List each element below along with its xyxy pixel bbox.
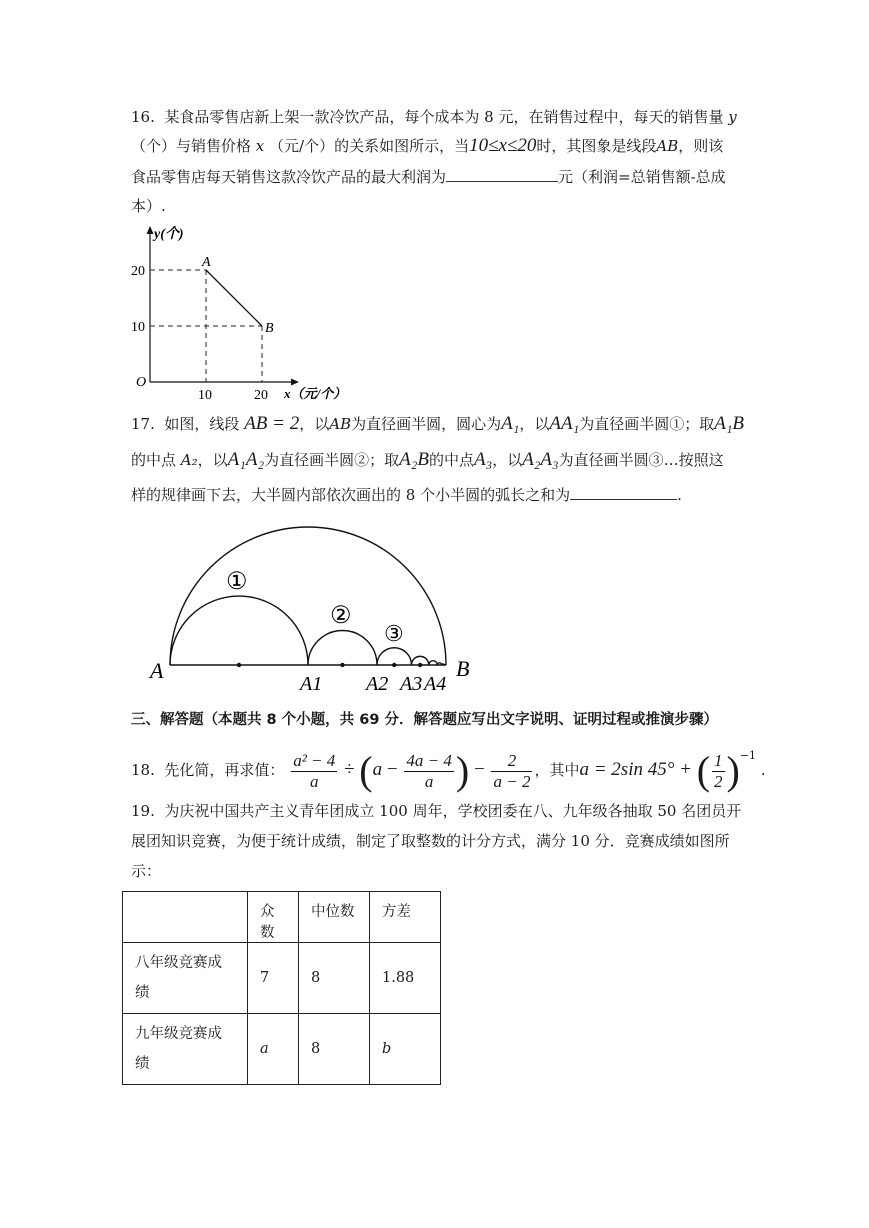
q17-text: 的中点 xyxy=(131,451,177,469)
q19-line-3 xyxy=(131,861,161,881)
q17-text: 样的规律画下去，大半圆内部依次画出的 8 个小半圆的弧长之和为 xyxy=(131,486,571,504)
q16-graph xyxy=(130,222,350,402)
denominator: 2 xyxy=(714,771,723,791)
x-axis-arrow xyxy=(291,379,299,386)
minus-sign: − xyxy=(386,759,398,780)
q19-number: 19. xyxy=(131,802,155,820)
circle-label-3: ③ xyxy=(384,621,404,646)
q16-text: 食品零售店每天销售这款冷饮产品的最大利润为 xyxy=(131,168,447,186)
q17-text: 的中点 xyxy=(428,451,474,469)
table-cell: b xyxy=(370,1014,441,1085)
circle-label-1: ① xyxy=(226,569,248,595)
numerator: a² − 4 xyxy=(293,750,336,770)
left-paren: ( xyxy=(696,748,711,793)
right-paren: ) xyxy=(726,748,740,793)
q18-text: 先化简，再求值： xyxy=(164,761,285,779)
q16-line-1 xyxy=(131,107,737,127)
minus-sign: − xyxy=(473,759,485,780)
q17-text: 为直径画半圆②；取 xyxy=(264,451,400,469)
q16-text: ，则该 xyxy=(678,137,724,155)
q17-text: 为直径画半圆①；取 xyxy=(579,415,715,433)
var-a: a xyxy=(372,759,383,780)
q16-segment: AB xyxy=(656,137,679,155)
x-tick-label: 20 xyxy=(254,388,268,403)
table-cell: 九年级竞赛成绩 xyxy=(123,1014,248,1085)
point-b-label: B xyxy=(265,321,274,336)
x-axis-label: x（元/个） xyxy=(284,386,347,401)
fraction-1 xyxy=(291,751,337,792)
q17-text: ，以 xyxy=(492,451,523,469)
q19-text: 示： xyxy=(131,862,162,880)
q17-line-3 xyxy=(131,484,682,505)
q17-a1a2: A₁A₂ xyxy=(227,449,265,470)
answer-blank-16[interactable] xyxy=(446,166,558,182)
q17-text: 如图，线段 xyxy=(164,415,240,433)
q17-text: 为直径画半圆③…按照这 xyxy=(558,451,724,469)
table-header: 方差 xyxy=(370,892,441,943)
left-paren: ( xyxy=(359,748,373,793)
large-semicircle xyxy=(170,527,446,665)
q17-number: 17. xyxy=(131,415,155,433)
section-heading xyxy=(131,710,718,730)
q17-a3: A₃ xyxy=(473,449,493,470)
y-axis-label: y(个) xyxy=(154,227,184,242)
label-a3: A3 xyxy=(400,673,423,695)
q16-inequality: 10≤x≤20 xyxy=(469,135,537,156)
center-dot xyxy=(418,663,422,667)
q17-ab-equation: AB = 2 xyxy=(244,413,300,434)
point-a-label: A xyxy=(202,255,211,270)
q16-text: （个）与销售价格 xyxy=(131,137,252,155)
score-table xyxy=(122,891,441,1085)
q17-a2a3: A₂A₃ xyxy=(522,449,559,470)
label-a4: A4 xyxy=(424,673,447,695)
table-cell: 8 xyxy=(299,943,370,1014)
table-header xyxy=(123,892,248,943)
numerator: 2 xyxy=(491,751,532,772)
small-semicircle-3 xyxy=(377,648,412,665)
center-dot xyxy=(237,663,241,667)
table-cell: 1.88 xyxy=(370,943,441,1014)
q17-text: ，以 xyxy=(519,415,550,433)
table-row xyxy=(123,1014,441,1085)
divide-sign: ÷ xyxy=(344,759,355,780)
table-cell: 8 xyxy=(299,1014,370,1085)
table-row xyxy=(123,943,441,1014)
q17-a2: A₂ xyxy=(180,451,198,469)
denominator: a − 2 xyxy=(493,771,531,791)
right-paren: ) xyxy=(455,748,470,793)
label-a2: A2 xyxy=(366,673,389,695)
q18-end: . xyxy=(760,761,766,779)
q16-var-y: y xyxy=(728,108,737,126)
q17-text: ，以 xyxy=(197,451,228,469)
denominator: a xyxy=(424,771,434,791)
q17-line-2 xyxy=(131,450,724,470)
q16-line-2 xyxy=(131,136,723,156)
q17-a2b: A₂B xyxy=(399,449,429,470)
q18-condition: a = 2sin 45° + xyxy=(579,759,692,780)
small-semicircle-1 xyxy=(170,596,308,665)
q16-text: 某食品零售店新上架一款冷饮产品，每个成本为 8 元，在销售过程中，每天的销售量 xyxy=(164,108,724,126)
q16-var-x: x xyxy=(255,137,265,155)
q18-where: ，其中 xyxy=(534,761,580,779)
table-header-row xyxy=(123,892,441,943)
label-b: B xyxy=(456,656,470,681)
q16-number: 16. xyxy=(131,108,155,126)
y-tick-label: 20 xyxy=(131,264,145,279)
table-cell: a xyxy=(248,1014,299,1085)
q19-line-1 xyxy=(131,801,741,821)
answer-blank-17[interactable] xyxy=(570,484,677,500)
segment-ab xyxy=(206,270,262,326)
center-dot xyxy=(392,663,396,667)
q17-a1b: A₁B xyxy=(714,413,745,434)
y-axis-arrow xyxy=(147,226,154,234)
q17-a1: A₁ xyxy=(501,413,520,434)
center-dot xyxy=(340,663,344,667)
fraction-3 xyxy=(491,751,532,792)
q16-line-3 xyxy=(131,166,726,187)
q19-line-2 xyxy=(131,831,730,851)
origin-label: O xyxy=(136,375,147,390)
label-a: A xyxy=(150,658,164,683)
q16-text: 本）. xyxy=(131,197,166,215)
denominator: a xyxy=(309,771,319,791)
q18-number: 18. xyxy=(131,761,155,779)
q17-ab: AB xyxy=(329,415,352,433)
q17-text: ，以 xyxy=(299,415,330,433)
q18-line xyxy=(131,744,766,792)
label-a1: A1 xyxy=(300,673,323,695)
fraction-half xyxy=(712,751,725,792)
q16-line-4 xyxy=(131,196,166,216)
q16-text: （元/个）的关系如图所示，当 xyxy=(269,137,470,155)
q17-aa1: AA₁ xyxy=(549,413,580,434)
numerator: 4a − 4 xyxy=(406,750,452,770)
table-cell: 7 xyxy=(248,943,299,1014)
table-cell: 八年级竞赛成绩 xyxy=(123,943,248,1014)
table-header: 众数 xyxy=(248,892,299,943)
small-semicircle-2 xyxy=(308,631,377,666)
circle-label-2: ② xyxy=(330,603,352,629)
fraction-2 xyxy=(404,751,453,792)
x-tick-label: 10 xyxy=(198,388,212,403)
q16-text: 元（利润=总销售额-总成 xyxy=(558,168,726,186)
guide-lines xyxy=(150,270,262,382)
q17-text: 为直径画半圆，圆心为 xyxy=(351,415,502,433)
q19-text: 展团知识竞赛，为便于统计成绩，制定了取整数的计分方式，满分 10 分．竞赛成绩如图所 xyxy=(131,832,730,850)
table-header: 中位数 xyxy=(299,892,370,943)
section-heading-text: 三、解答题（本题共 8 个小题，共 69 分．解答题应写出文字说明、证明过程或推演步骤） xyxy=(131,712,718,728)
small-semicircle-8 xyxy=(444,664,445,665)
q17-text: . xyxy=(677,486,682,504)
semicircle-figure xyxy=(148,518,508,693)
q16-text: 时，其图象是线段 xyxy=(536,137,657,155)
exponent: −1 xyxy=(739,749,757,762)
q17-line-1 xyxy=(131,414,744,434)
y-tick-label: 10 xyxy=(131,320,145,335)
numerator: 1 xyxy=(714,750,723,770)
q19-text: 为庆祝中国共产主义青年团成立 100 周年，学校团委在八、九年级各抽取 50 名团员开 xyxy=(164,802,742,820)
